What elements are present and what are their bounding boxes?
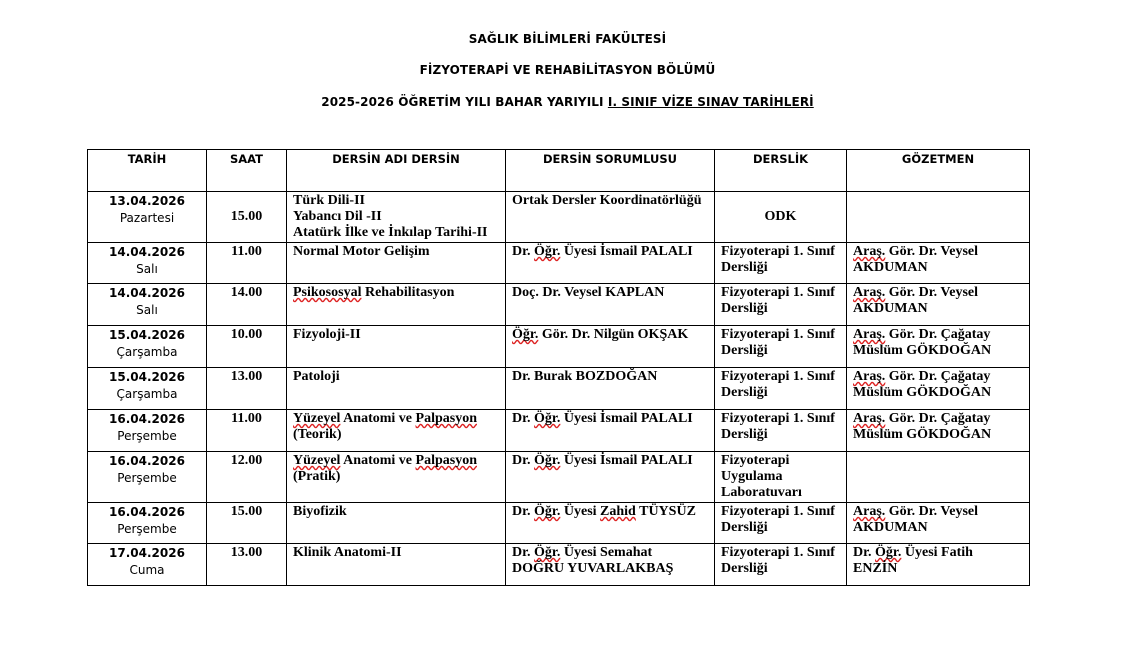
cell-course-line: Yüzeyel Anatomi ve Palpasyon [293,411,477,426]
cell-proctor-line: Araş. Gör. Dr. Çağatay [853,369,991,384]
exam-day: Salı [136,262,158,276]
cell-proctor-line: AKDUMAN [853,301,928,316]
cell-date [88,452,207,503]
cell-instructor [506,452,715,503]
cell-course [287,284,506,326]
cell-instructor-line: Ortak Dersler Koordinatörlüğü [512,193,702,208]
cell-room-line: Fizyoterapi 1. Sınıf [721,411,835,426]
table-row [88,243,1030,284]
cell-proctor [847,368,1030,410]
cell-room-line: Fizyoterapi 1. Sınıf [721,285,835,300]
cell-room-line: Dersliği [721,260,768,275]
cell-instructor [506,243,715,284]
cell-instructor [506,326,715,368]
cell-course [287,544,506,586]
exam-date: 15.04.2026 [109,370,185,384]
cell-proctor-line: Araş. Gör. Dr. Çağatay [853,411,991,426]
spellcheck-word: Öğr. [534,244,561,259]
col-header-date: TARİH [88,150,207,192]
cell-course-line: Klinik Anatomi-II [293,545,402,560]
cell-room [715,192,847,243]
cell-instructor [506,410,715,452]
cell-course [287,452,506,503]
col-header-instructor: DERSİN SORUMLUSU [506,150,715,192]
cell-room [715,368,847,410]
cell-room [715,284,847,326]
spellcheck-word: Araş. [853,411,886,426]
exam-day: Çarşamba [116,387,178,401]
term-title-prefix: 2025-2026 ÖĞRETİM YILI BAHAR YARIYILI [321,95,608,109]
cell-proctor [847,192,1030,243]
cell-date [88,410,207,452]
cell-course-line: Yüzeyel Anatomi ve Palpasyon [293,453,477,468]
cell-date [88,284,207,326]
col-header-proctor: GÖZETMEN [847,150,1030,192]
spellcheck-word: Öğr. [512,327,539,342]
cell-room [715,326,847,368]
cell-time: 13.00 [207,544,287,586]
cell-proctor-line: AKDUMAN [853,520,928,535]
cell-room [715,503,847,544]
cell-proctor-line: Araş. Gör. Dr. Çağatay [853,327,991,342]
cell-course-line: Patoloji [293,369,340,384]
exam-day: Cuma [129,563,165,577]
cell-course [287,503,506,544]
cell-proctor [847,410,1030,452]
spellcheck-word: Yüzeyel [293,411,341,426]
cell-course-line: Psikososyal Rehabilitasyon [293,285,455,300]
exam-day: Pazartesi [119,211,175,225]
cell-date [88,544,207,586]
table-row [88,192,1030,243]
cell-instructor-line: Doç. Dr. Veysel KAPLAN [512,285,665,300]
cell-date [88,503,207,544]
exam-date: 16.04.2026 [109,505,185,519]
cell-instructor-line: Dr. Öğr. Üyesi İsmail PALALI [512,244,693,259]
exam-date: 16.04.2026 [109,454,185,468]
cell-room-line: Dersliği [721,561,768,576]
exam-date: 17.04.2026 [109,546,185,560]
cell-instructor-line: Dr. Öğr. Üyesi İsmail PALALI [512,411,693,426]
cell-instructor [506,544,715,586]
spellcheck-word: Yüzeyel [293,453,341,468]
cell-proctor [847,326,1030,368]
cell-room-line: Fizyoterapi 1. Sınıf [721,369,835,384]
cell-course [287,326,506,368]
cell-room-line: Uygulama [721,469,783,484]
col-header-room: DERSLİK [715,150,847,192]
cell-room-line: Dersliği [721,520,768,535]
exam-day: Çarşamba [116,345,178,359]
cell-course-line: Atatürk İlke ve İnkılap Tarihi-II [293,225,488,240]
table-header-row [88,150,1030,192]
cell-instructor [506,284,715,326]
spellcheck-word: Araş. [853,244,886,259]
col-header-course: DERSİN ADI DERSİN [287,150,506,192]
exam-date: 13.04.2026 [109,194,185,208]
spellcheck-word: Öğr. [534,453,561,468]
cell-proctor-line: Müslüm GÖKDOĞAN [853,427,992,442]
cell-room-line: Fizyoterapi 1. Sınıf [721,327,835,342]
table-row [88,410,1030,452]
cell-proctor [847,503,1030,544]
spellcheck-word: Zahid [600,504,636,519]
cell-room-line: Dersliği [721,385,768,400]
cell-room [715,410,847,452]
cell-room-line: Fizyoterapi [721,453,790,468]
spellcheck-word: Araş. [853,327,886,342]
spellcheck-word: Palpasyon [415,411,477,426]
table-row [88,503,1030,544]
cell-proctor-line: AKDUMAN [853,260,928,275]
cell-proctor [847,243,1030,284]
cell-instructor-line: Dr. Öğr. Üyesi Semahat [512,545,653,560]
spellcheck-word: Öğr. [534,545,561,560]
spellcheck-word: Öğr. [534,411,561,426]
faculty-title: SAĞLIK BİLİMLERİ FAKÜLTESİ [468,32,667,46]
cell-proctor-line: Müslüm GÖKDOĞAN [853,343,992,358]
spellcheck-word: Araş. [853,504,886,519]
cell-course-line: Yabancı Dil -II [293,209,382,224]
exam-date: 16.04.2026 [109,412,185,426]
cell-course [287,368,506,410]
exam-day: Perşembe [117,522,177,536]
cell-proctor [847,452,1030,503]
exam-day: Perşembe [117,471,177,485]
cell-course [287,243,506,284]
cell-time: 14.00 [207,284,287,326]
cell-room [715,544,847,586]
spellcheck-word: Araş. [853,369,886,384]
cell-room-line: Dersliği [721,301,768,316]
cell-course-line: Normal Motor Gelişim [293,244,430,259]
cell-instructor-line: DOĞRU YUVARLAKBAŞ [512,561,674,576]
cell-room-line: Laboratuvarı [721,485,802,500]
cell-proctor-line: Müslüm GÖKDOĞAN [853,385,992,400]
term-title-underlined: I. SINIF VİZE SINAV TARİHLERİ [607,95,814,109]
cell-time: 13.00 [207,368,287,410]
cell-proctor [847,284,1030,326]
department-title: FİZYOTERAPİ VE REHABİLİTASYON BÖLÜMÜ [419,63,716,77]
table-row [88,544,1030,586]
spellcheck-word: Öğr. [875,545,902,560]
cell-course-line: Fizyoloji-II [293,327,361,342]
cell-time: 12.00 [207,452,287,503]
exam-schedule-table [87,149,1030,586]
cell-room [715,452,847,503]
table-row [88,326,1030,368]
cell-instructor [506,368,715,410]
cell-instructor-line: Dr. Burak BOZDOĞAN [512,369,658,384]
cell-course-line: (Teorik) [293,427,342,442]
cell-instructor-line: Dr. Öğr. Üyesi İsmail PALALI [512,453,693,468]
exam-day: Salı [136,303,158,317]
cell-room-line: Fizyoterapi 1. Sınıf [721,244,835,259]
cell-proctor-line: Araş. Gör. Dr. Veysel [853,285,978,300]
cell-course-line: (Pratik) [293,469,341,484]
cell-proctor [847,544,1030,586]
cell-instructor [506,192,715,243]
cell-room-line: Fizyoterapi 1. Sınıf [721,504,835,519]
cell-time: 15.00 [207,503,287,544]
spellcheck-word: Araş. [853,285,886,300]
cell-time: 10.00 [207,326,287,368]
cell-room-line: Dersliği [721,343,768,358]
cell-date [88,326,207,368]
cell-time: 15.00 [207,192,287,243]
cell-proctor-line: Araş. Gör. Dr. Veysel [853,244,978,259]
cell-proctor-line: ENZİN [853,561,898,576]
cell-room-line: ODK [764,209,797,224]
exam-date: 14.04.2026 [109,286,185,300]
term-title [0,95,1135,109]
cell-date [88,243,207,284]
cell-proctor-line: Araş. Gör. Dr. Veysel [853,504,978,519]
cell-proctor-line: Dr. Öğr. Üyesi Fatih [853,545,973,560]
spellcheck-word: Öğr. [534,504,561,519]
table-row [88,284,1030,326]
exam-date: 15.04.2026 [109,328,185,342]
cell-date [88,192,207,243]
table-row [88,368,1030,410]
cell-instructor [506,503,715,544]
table-row [88,452,1030,503]
cell-time: 11.00 [207,410,287,452]
cell-date [88,368,207,410]
cell-course [287,410,506,452]
exam-day: Perşembe [117,429,177,443]
cell-room-line: Fizyoterapi 1. Sınıf [721,545,835,560]
cell-course-line: Türk Dili-II [293,193,365,208]
table-body [88,192,1030,586]
cell-time: 11.00 [207,243,287,284]
cell-instructor-line: Dr. Öğr. Üyesi Zahid TÜYSÜZ [512,504,696,519]
spellcheck-word: Palpasyon [415,453,477,468]
exam-date: 14.04.2026 [109,245,185,259]
cell-instructor-line: Öğr. Gör. Dr. Nilgün OKŞAK [512,327,689,342]
col-header-time: SAAT [207,150,287,192]
cell-course [287,192,506,243]
cell-course-line: Biyofizik [293,504,347,519]
spellcheck-word: Psikososyal [293,285,362,300]
cell-room-line: Dersliği [721,427,768,442]
cell-room [715,243,847,284]
